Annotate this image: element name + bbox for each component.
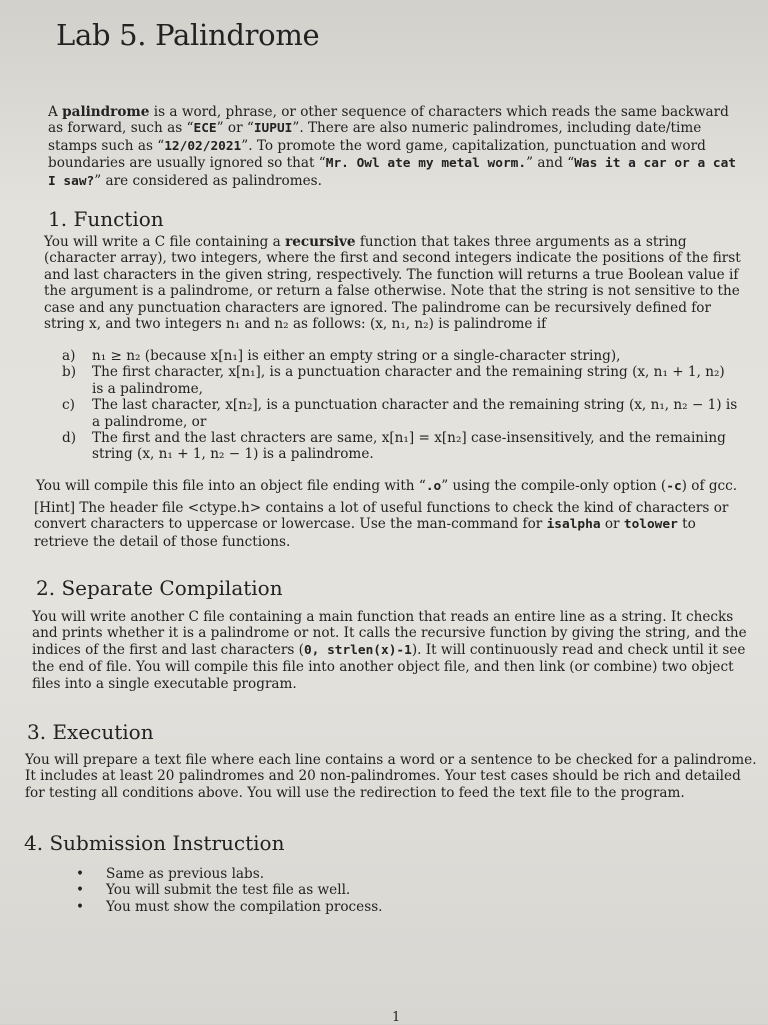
section-3-paragraph: You will prepare a text file where each line contains a word or a sentence to be checked for a palindrome. It includes at least 20 palindromes and 20 non-palindromes. Your test cases should be rich and detailed for testing all conditions above. You will use the redirection to feed the text file to the program. [25, 752, 757, 801]
compile-note: You will compile this file into an object file ending with “.o” using the compile-only option (-c) of gcc. [36, 478, 738, 494]
condition-item-a: a) n₁ ≥ n₂ (because x[n₁] is either an empty string or a single-character string), [62, 348, 621, 364]
example-iupui: IUPUI [253, 121, 293, 137]
term-palindrome: palindrome [62, 104, 150, 120]
section-2-paragraph: You will write another C file containing a main function that reads an entire line as a string. It checks and prints whether it is a palindrome or not. It calls the recursive function by giving the string, and the indices of the first and last characters (0, strlen(x)-1). It will continuously read and check until it see the end of file. You will compile this file into another object file, and then link (or combine) two object files into a single executable program. [32, 609, 747, 692]
example-owl: Mr. Owl ate my metal worm. [325, 156, 527, 172]
bullet-icon: • [76, 882, 85, 899]
bullet-icon: • [76, 898, 85, 915]
condition-list [62, 348, 738, 463]
code-isalpha: isalpha [546, 517, 601, 533]
condition-item-d: d) The first and the last chracters are same, x[n₁] = x[n₂] case-insensitively, and the remaining string (x, n₁ + 1, n₂ − 1) is a palindrome. [62, 430, 726, 463]
example-car-cat: Was it a car or a cat I saw? [48, 156, 736, 189]
page-title: Lab 5. Palindrome [56, 18, 320, 52]
condition-item-c: c) The last character, x[n₂], is a punctuation character and the remaining string (x, n₁, n₂ − 1) is a palindrome, or [62, 397, 738, 430]
code-indices: 0, strlen(x)-1 [303, 642, 412, 658]
term-recursive: recursive [285, 234, 356, 250]
section-3-heading: 3. Execution [27, 720, 154, 744]
section-2-heading: 2. Separate Compilation [36, 576, 283, 600]
section-1-heading: 1. Function [48, 207, 164, 231]
example-ece: ECE [193, 121, 217, 137]
section-4-heading: 4. Submission Instruction [24, 831, 285, 855]
page-number: 1 [392, 1010, 401, 1025]
list-item: • You must show the compilation process. [76, 898, 383, 915]
example-date: 12/02/2021 [164, 138, 242, 154]
section-1-paragraph: You will write a C file containing a recursive function that takes three arguments as a string (character array), two integers, where the first and second integers indicate the positions of the first and last characters in the given string, respectively. The function will returns a true Boolean value if the argument is a palindrome, or return a false otherwise. Note that the string is not sensitive to the case and any punctuation characters are ignored. The palindrome can be recursively defined for string x, and two integers n₁ and n₂ as follows: (x, n₁, n₂) is palindrome if [44, 234, 741, 333]
code-tolower: tolower [623, 517, 678, 533]
bullet-icon: • [76, 866, 85, 882]
intro-paragraph: A palindrome is a word, phrase, or other sequence of characters which reads the same backward as forward, such as “ECE” or “IUPUI”. There are also numeric palindromes, including date/time stamps such as “12/02/2021”. To promote the word game, capitalization, punctuation and word boundaries are usually ignored so that “Mr. Owl ate my metal worm.” and “Was it a car or a cat I saw?” are considered as palindromes. [48, 104, 736, 189]
submission-list [76, 866, 576, 915]
hint-paragraph: [Hint] The header file <ctype.h> contains a lot of useful functions to check the kind of characters or convert characters to uppercase or lowercase. Use the man-command for isalpha or tolower to retrieve the detail of those functions. [34, 500, 729, 550]
list-item: • You will submit the test file as well. [76, 882, 351, 899]
condition-item-b: b) The first character, x[n₁], is a punctuation character and the remaining string (x, n₁ + 1, n₂) is a palindrome, [62, 364, 725, 397]
list-item: • Same as previous labs. [76, 866, 265, 882]
